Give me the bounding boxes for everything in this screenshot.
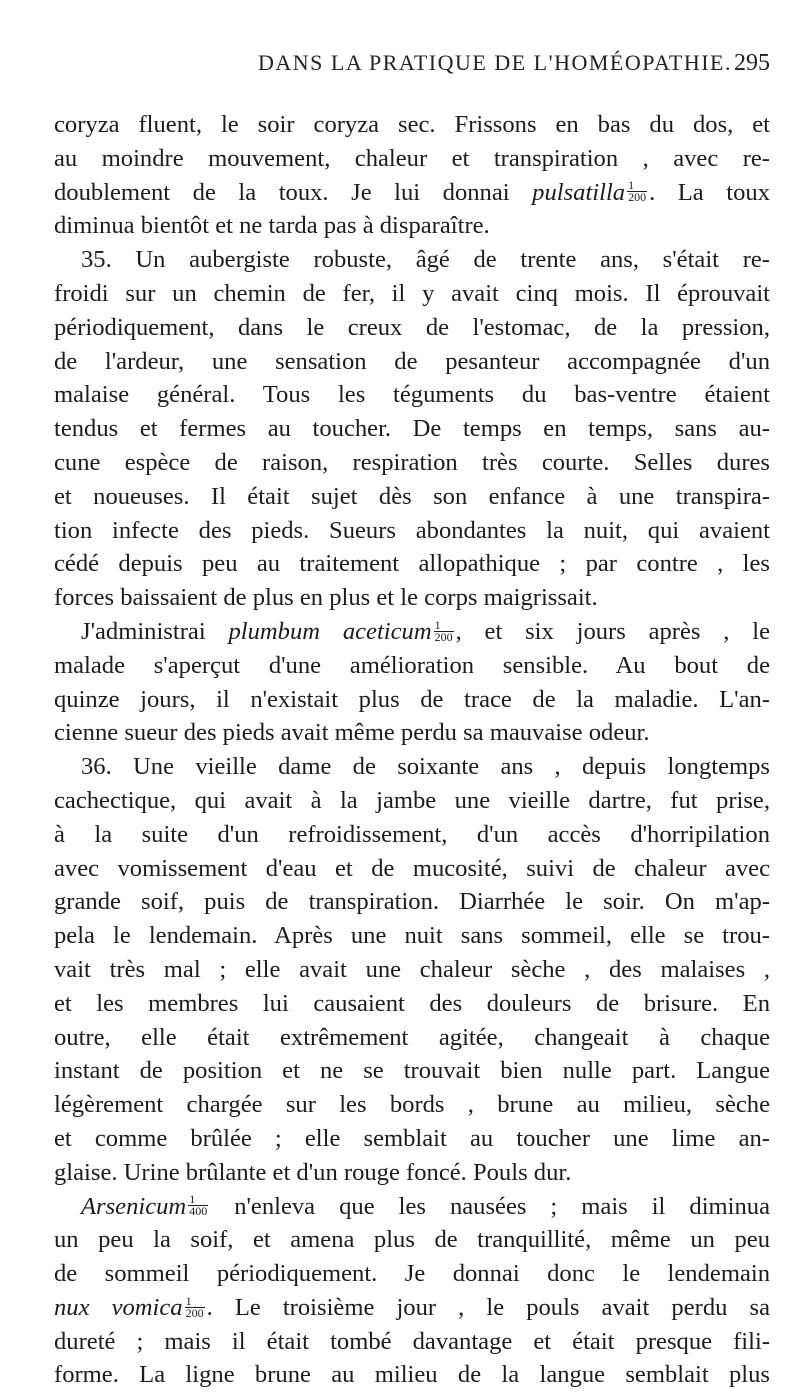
running-header xyxy=(258,50,770,84)
dose-fraction: $\frac{1}{200}$ xyxy=(628,178,647,205)
remedy-name: plumbum aceticum xyxy=(228,617,432,645)
text-line: tion infecte des pieds. Sueurs abondantes la nuit, qui avaient xyxy=(54,516,770,544)
page-number: 295 xyxy=(734,50,770,76)
text-line: J'administrai plumbum aceticum $\frac{1}{200}$ , et six jours après , le xyxy=(81,617,770,645)
text-line: au moindre mouvement, chaleur et transpiration , avec re- xyxy=(54,144,770,172)
text-line: cienne sueur des pieds avait même perdu sa mauvaise odeur. xyxy=(54,719,650,747)
remedy-name: Arsenicum xyxy=(81,1192,187,1220)
text-line: grande soif, puis de transpiration. Diarrhée le soir. On m'ap- xyxy=(54,888,770,916)
running-title: DANS LA PRATIQUE DE L'HOMÉOPATHIE. xyxy=(258,50,732,75)
remedy-name: nux vomica xyxy=(54,1293,183,1321)
text-line: vait très mal ; elle avait une chaleur sèche , des malaises , xyxy=(54,955,770,983)
text-line: forces baissaient de plus en plus et le corps maigrissait. xyxy=(54,584,598,612)
dose-fraction: $\frac{1}{200}$ xyxy=(185,1293,204,1320)
text-line: cédé depuis peu au traitement allopathique ; par contre , les xyxy=(54,550,770,578)
dose-fraction: $\frac{1}{200}$ xyxy=(434,617,453,644)
text-line: 35. Un aubergiste robuste, âgé de trente ans, s'était re- xyxy=(81,246,770,274)
text-line: quinze jours, il n'existait plus de trace de la maladie. L'an- xyxy=(54,685,770,713)
text-line: coryza fluent, le soir coryza sec. Frissons en bas du dos, et xyxy=(54,111,770,138)
text-line: doublement de la toux. Je lui donnai pulsatilla $\frac{1}{200}$ . La toux xyxy=(54,178,770,206)
text-line: à la suite d'un refroidissement, d'un accès d'horripilation xyxy=(54,820,770,848)
text-line: pela le lendemain. Après une nuit sans sommeil, elle se trou- xyxy=(54,922,770,950)
text-line: et noueuses. Il était sujet dès son enfance à une transpira- xyxy=(54,482,770,510)
dose-fraction: $\frac{1}{400}$ xyxy=(189,1192,208,1219)
text-line: Arsenicum $\frac{1}{400}$ n'enleva que les nausées ; mais il diminua xyxy=(81,1192,770,1220)
text-line: nux vomica $\frac{1}{200}$ . Le troisième jour , le pouls avait perdu sa xyxy=(54,1293,770,1321)
text-line: cune espèce de raison, respiration très courte. Selles dures xyxy=(54,448,770,476)
text-line: légèrement chargée sur les bords , brune au milieu, sèche xyxy=(54,1091,770,1119)
text-line: périodiquement, dans le creux de l'estomac, de la pression, xyxy=(54,313,770,341)
text-line: un peu la soif, et amena plus de tranquillité, même un peu xyxy=(54,1226,770,1254)
text-line: 36. Une vieille dame de soixante ans , depuis longtemps xyxy=(81,753,770,781)
text-line: de l'ardeur, une sensation de pesanteur accompagnée d'un xyxy=(54,347,770,375)
text-line: diminua bientôt et ne tarda pas à disparaître. xyxy=(54,212,490,240)
text-line: de sommeil périodiquement. Je donnai donc le lendemain xyxy=(54,1260,770,1288)
text-line: avec vomissement d'eau et de mucosité, suivi de chaleur avec xyxy=(54,854,770,882)
text-line: et les membres lui causaient des douleurs de brisure. En xyxy=(54,989,770,1017)
remedy-name: pulsatilla xyxy=(532,178,626,206)
text-line: et comme brûlée ; elle semblait au toucher une lime an- xyxy=(54,1124,770,1152)
text-line: instant de position et ne se trouvait bien nulle part. Langue xyxy=(54,1057,770,1085)
text-line: froidi sur un chemin de fer, il y avait cinq mois. Il éprouvait xyxy=(54,279,770,307)
text-line: glaise. Urine brûlante et d'un rouge foncé. Pouls dur. xyxy=(54,1158,572,1186)
text-line: dureté ; mais il était tombé davantage et était presque fili- xyxy=(54,1327,770,1355)
text-line: malaise général. Tous les téguments du bas-ventre étaient xyxy=(54,381,770,409)
text-line: cachectique, qui avait à la jambe une vieille dartre, fut prise, xyxy=(54,786,770,814)
body-text xyxy=(54,108,770,1392)
text-line: malade s'aperçut d'une amélioration sensible. Au bout de xyxy=(54,651,770,679)
text-line: tendus et fermes au toucher. De temps en temps, sans au- xyxy=(54,415,770,443)
text-line: forme. La ligne brune au milieu de la langue semblait plus xyxy=(54,1361,770,1389)
text-line: outre, elle était extrêmement agitée, changeait à chaque xyxy=(54,1023,770,1051)
